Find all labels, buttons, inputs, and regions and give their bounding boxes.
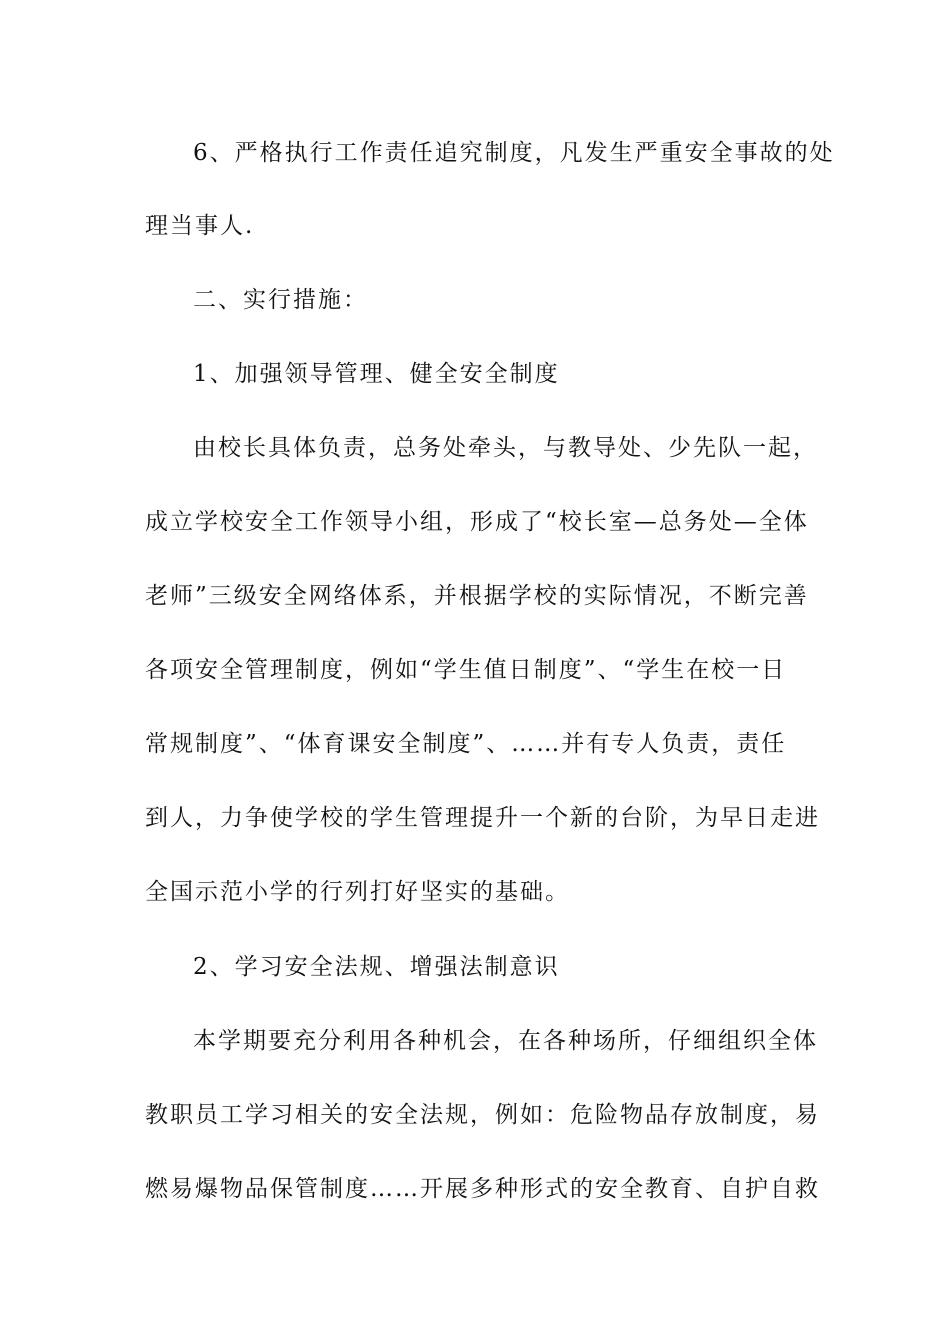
paragraph-line: 6、严格执行工作责任追究制度，凡发生严重安全事故的处 <box>193 140 835 166</box>
section-heading: 二、实行措施： <box>193 287 368 313</box>
subsection-heading: 2、学习安全法规、增强法制意识 <box>193 954 560 980</box>
paragraph-line: 全国示范小学的行列打好坚实的基础。 <box>145 879 570 905</box>
paragraph-line: 教职员工学习相关的安全法规，例如：危险物品存放制度，易 <box>145 1102 820 1128</box>
paragraph-line: 各项安全管理制度，例如“学生值日制度”、“学生在校一日 <box>145 657 787 683</box>
paragraph-line: 到人，力争使学校的学生管理提升一个新的台阶，为早日走进 <box>145 805 820 831</box>
paragraph-line: 成立学校安全工作领导小组，形成了“校长室—总务处—全体 <box>145 509 809 535</box>
paragraph-line: 本学期要充分利用各种机会，在各种场所，仔细组织全体 <box>193 1028 818 1054</box>
paragraph-line: 常规制度”、“体育课安全制度”、……并有专人负责，责任 <box>145 731 787 757</box>
paragraph-line: 燃易爆物品保管制度……开展多种形式的安全教育、自护自救 <box>145 1176 820 1202</box>
paragraph-line: 老师”三级安全网络体系，并根据学校的实际情况，不断完善 <box>145 583 809 609</box>
subsection-heading: 1、加强领导管理、健全安全制度 <box>193 361 560 387</box>
paragraph-line: 理当事人. <box>145 213 255 239</box>
paragraph-line: 由校长具体负责，总务处牵头，与教导处、少先队一起， <box>193 435 818 461</box>
